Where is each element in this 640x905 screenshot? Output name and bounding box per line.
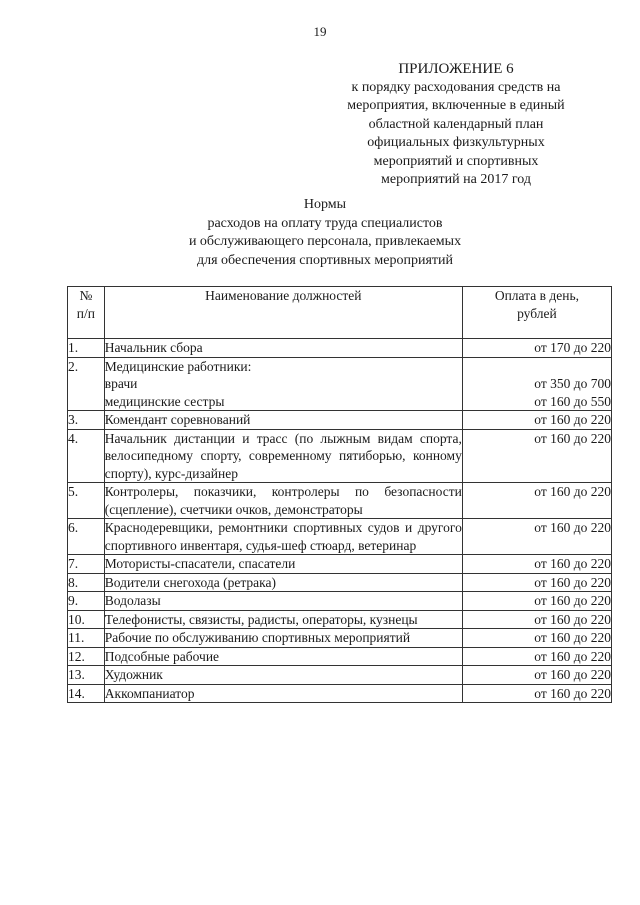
position-name-line: Телефонисты, связисты, радисты, операторы, кузнецы — [104, 611, 418, 627]
position-name-line: Водолазы — [104, 593, 161, 608]
row-number: 6. — [68, 519, 105, 555]
title-line: для обеспечения спортивных мероприятий — [196, 252, 454, 268]
table-row — [68, 573, 612, 592]
table-row — [68, 684, 612, 703]
daily-pay — [462, 519, 611, 555]
position-name-line: Медицинские работники: — [104, 358, 252, 374]
table-row — [68, 411, 612, 430]
position-name-line: Комендант соревнований — [104, 412, 251, 427]
daily-pay-line: от 160 до 220 — [534, 667, 611, 682]
daily-pay — [462, 411, 611, 430]
table-row — [68, 666, 612, 685]
daily-pay — [462, 339, 611, 358]
position-name — [104, 519, 462, 555]
table-row — [68, 339, 612, 358]
table-row — [68, 610, 612, 629]
row-number: 10. — [68, 610, 105, 629]
position-name — [104, 339, 462, 358]
row-number: 7. — [68, 555, 105, 574]
daily-pay-line: от 160 до 220 — [534, 556, 611, 571]
position-name — [104, 666, 462, 685]
position-name-line: Водители снегохода (ретрака) — [104, 574, 276, 590]
header-pay: Оплата в день, рублей — [462, 287, 611, 339]
position-name-line: Аккомпаниатор — [104, 685, 195, 701]
table-row — [68, 555, 612, 574]
appendix-line: к порядку расходования средств на — [351, 79, 561, 95]
position-name-line: Контролеры, показчики, контролеры по безопасности (сцепление), счетчики очков, демонстраторы — [104, 484, 462, 517]
position-name-line: Начальник дистанции и трасс (по лыжным видам спорта, велосипедному спорту, современному пятиборью, конному спорту), курс-дизайнер — [104, 430, 462, 481]
daily-pay — [462, 592, 611, 611]
daily-pay-line: от 160 до 220 — [534, 484, 611, 499]
position-name-line: Подсобные рабочие — [104, 648, 220, 664]
row-number: 3. — [68, 411, 105, 430]
appendix-line: мероприятий и спортивных — [373, 153, 539, 169]
title-line: расходов на оплату труда специалистов — [207, 215, 443, 231]
daily-pay — [462, 610, 611, 629]
row-number: 12. — [68, 647, 105, 666]
position-name-line: врачи — [104, 376, 138, 391]
row-number: 2. — [68, 357, 105, 411]
daily-pay — [462, 629, 611, 648]
table-body — [68, 339, 612, 703]
row-number: 8. — [68, 573, 105, 592]
row-number: 5. — [68, 483, 105, 519]
table-row — [68, 483, 612, 519]
daily-pay-line: от 350 до 700 — [534, 376, 611, 391]
table-header-row — [68, 287, 612, 339]
position-name-line: медицинские сестры — [104, 393, 225, 409]
position-name-line: Начальник сбора — [104, 340, 203, 355]
daily-pay-line: от 160 до 220 — [534, 685, 611, 701]
daily-pay-line: от 160 до 220 — [534, 593, 611, 608]
position-name — [104, 483, 462, 519]
position-name — [104, 629, 462, 648]
position-name-line: Краснодеревщики, ремонтники спортивных судов и другого спортивного инвентаря, судья-шеф стюард, ветеринар — [104, 520, 462, 553]
daily-pay-line: от 160 до 220 — [534, 630, 611, 645]
daily-pay — [462, 483, 611, 519]
daily-pay — [462, 573, 611, 592]
row-number: 1. — [68, 339, 105, 358]
row-number: 13. — [68, 666, 105, 685]
table-row — [68, 519, 612, 555]
position-name — [104, 411, 462, 430]
daily-pay — [462, 555, 611, 574]
appendix-line: областной календарный план — [368, 116, 544, 132]
title-line: и обслуживающего персонала, привлекаемых — [188, 234, 462, 249]
daily-pay-line: от 170 до 220 — [534, 340, 611, 355]
table-row — [68, 629, 612, 648]
daily-pay-line — [463, 358, 611, 376]
daily-pay — [462, 684, 611, 703]
appendix-title: ПРИЛОЖЕНИЕ 6 — [398, 61, 514, 77]
appendix-line: мероприятия, включенные в единый — [347, 98, 565, 113]
daily-pay-line: от 160 до 220 — [534, 430, 611, 446]
position-name-line: Мотористы-спасатели, спасатели — [104, 556, 296, 571]
position-name — [104, 573, 462, 592]
daily-pay — [462, 666, 611, 685]
document-title — [0, 196, 640, 270]
position-name-line: Рабочие по обслуживанию спортивных мероприятий — [104, 630, 411, 645]
position-name — [104, 429, 462, 483]
row-number: 14. — [68, 684, 105, 703]
daily-pay — [462, 429, 611, 483]
daily-pay-line: от 160 до 220 — [534, 611, 611, 627]
title-line: Нормы — [303, 197, 347, 212]
position-name — [104, 555, 462, 574]
position-name — [104, 684, 462, 703]
daily-pay-line: от 160 до 220 — [534, 648, 611, 664]
position-name — [104, 610, 462, 629]
table-row — [68, 592, 612, 611]
norms-table — [67, 286, 612, 703]
position-name — [104, 592, 462, 611]
daily-pay — [462, 647, 611, 666]
table-row — [68, 357, 612, 411]
daily-pay-line: от 160 до 220 — [534, 412, 611, 427]
daily-pay-line: от 160 до 550 — [534, 393, 611, 409]
daily-pay-line: от 160 до 220 — [534, 574, 611, 590]
position-name-line: Художник — [104, 667, 163, 682]
appendix-line: официальных физкультурных — [367, 135, 545, 150]
appendix-header — [320, 60, 592, 190]
row-number: 4. — [68, 429, 105, 483]
table-row — [68, 647, 612, 666]
row-number: 11. — [68, 629, 105, 648]
row-number: 9. — [68, 592, 105, 611]
appendix-line: мероприятий на 2017 год — [381, 172, 531, 187]
daily-pay-line: от 160 до 220 — [534, 520, 611, 535]
daily-pay — [462, 357, 611, 411]
page-number: 19 — [313, 24, 327, 39]
header-num: № п/п — [68, 287, 105, 339]
table-row — [68, 429, 612, 483]
position-name — [104, 357, 462, 411]
header-name: Наименование должностей — [104, 287, 462, 339]
position-name — [104, 647, 462, 666]
